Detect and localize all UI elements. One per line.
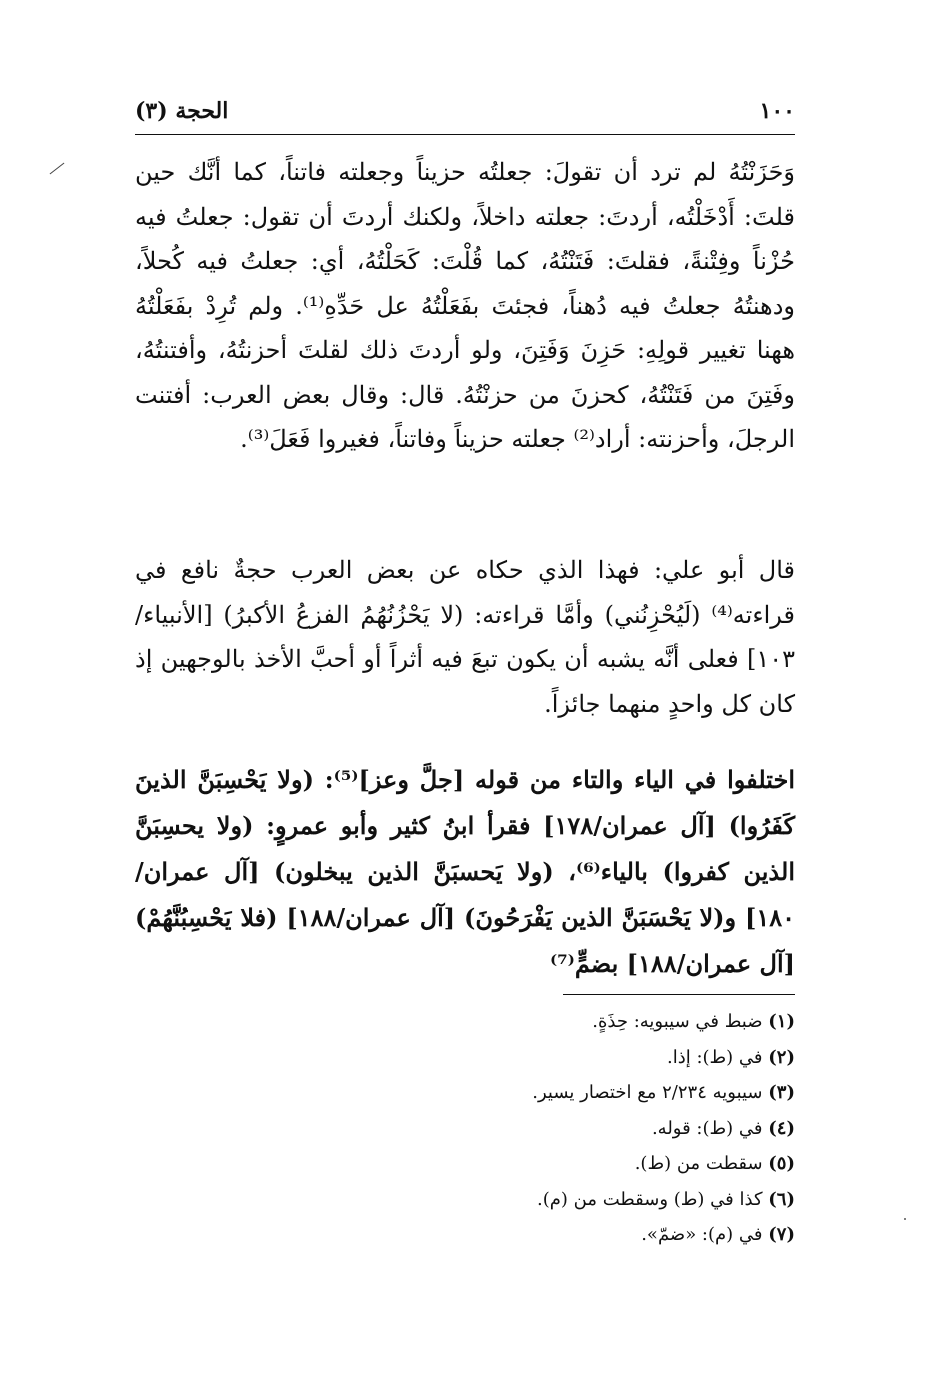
footnote-text: سقطت من (ط). bbox=[634, 1153, 763, 1174]
footnote-number: (٦) bbox=[768, 1188, 795, 1210]
running-title: الحجة (٣) bbox=[135, 98, 229, 124]
footnote-text: في (م): «ضمّ». bbox=[641, 1224, 763, 1245]
margin-mark bbox=[50, 163, 65, 175]
paragraph-3 bbox=[135, 757, 795, 987]
footnote-text: في (ط): إذا. bbox=[666, 1046, 763, 1068]
footnote-number: (٢) bbox=[768, 1046, 795, 1068]
footnotes bbox=[135, 1004, 795, 1253]
paragraph-1 bbox=[135, 150, 795, 462]
page-number: ١٠٠ bbox=[759, 98, 795, 124]
footnote-text: سيبويه ٢/٢٣٤ مع اختصار يسير. bbox=[532, 1082, 763, 1103]
footnote-text: ضبط في سيبويه: حِذَةٍ. bbox=[592, 1011, 763, 1032]
footnote bbox=[135, 1040, 795, 1076]
footnote-number: (٧) bbox=[768, 1224, 795, 1245]
footnote-separator bbox=[563, 994, 795, 995]
stray-dot bbox=[904, 1218, 906, 1220]
page-header bbox=[135, 98, 795, 135]
paragraph-2 bbox=[135, 548, 795, 726]
footnote bbox=[135, 1146, 795, 1182]
footnote-number: (٣) bbox=[768, 1082, 795, 1103]
footnote bbox=[135, 1111, 795, 1147]
footnote-number: (٥) bbox=[768, 1153, 795, 1174]
footnote bbox=[135, 1004, 795, 1040]
footnote bbox=[135, 1217, 795, 1253]
footnote-number: (٤) bbox=[768, 1117, 795, 1139]
footnote-text: كذا في (ط) وسقطت من (م). bbox=[537, 1188, 763, 1210]
paragraph-text: وَحَزَنْتُهُ لم ترد أن تقولَ: جعلتُه حزيناً وجعلته فاتناً، كما أنَّك حين قلتَ: أَدْخَلْتُه، أردتَ: جعلته داخلاً، ولكنك أردتَ أن تقول: جعلتُ فيه حُزْناً وفِتْنةً، فقلتَ: فَتَنْتُهُ، كما قُلْتَ: كَحَلْتُهُ، أي: جعلتُ فيه كُحلاً، ودهنتُهُ جعلتُ فيه دُهناً، فجئتَ بفَعَلْتُهُ عل حَدِّهِ⁽¹⁾. ولم تُرِدْ بفَعَلْتُهُ ههنا تغيير قولِهِ: حَزِنَ وَفَتِنَ، ولو أردتَ ذلك لقلتَ أحزنتُهُ، وأفتنتُهُ، وفَتِنَ من فَتَنْتُهُ، كحزنَ من حزنْتُهُ. قال: وقال بعض العرب: أفتنت الرجلَ، وأحزنته: أراد⁽²⁾ جعلته حزيناً وفاتناً، فغيروا فَعَلَ⁽³⁾. bbox=[135, 158, 795, 453]
footnote bbox=[135, 1075, 795, 1111]
footnote-number: (١) bbox=[768, 1011, 795, 1032]
footnote-text: في (ط): قوله. bbox=[651, 1117, 763, 1139]
paragraph-text: اختلفوا في الياء والتاء من قوله [جلَّ وعز]⁽⁵⁾: (ولا يَحْسِبَنَّ الذينَ كَفَرُوا) [آل عمران/١٧٨] فقرأ ابنُ كثير وأبو عمروٍ: (ولا يحسِبَنَّ الذين كفروا) بالياء⁽⁶⁾، (ولا يَحسبَنَّ الذين يبخلون) [آل عمران/١٨٠] و(لا يَحْسَبَنَّ الذين يَفْرَحُونَ) [آل عمران/١٨٨] (فلا يَحْسِبُنَّهُمْ) [آل عمران/١٨٨] بضمٍّ⁽⁷⁾ bbox=[135, 765, 796, 978]
paragraph-text: قال أبو علي: فهذا الذي حكاه عن بعض العرب حجةٌ نافع في قراءته⁽⁴⁾ (لَيُحْزِنُني) وأمَّا قراءته: (لا يَحْزُنُهُمُ الفزعُ الأكبرُ) [الأنبياء/١٠٣] فعلى أنَّه يشبه أن يكون تبعَ فيه أثراً أو أحبَّ الأخذ بالوجهين إذ كان كل واحدٍ منهما جائزاً. bbox=[135, 556, 795, 718]
footnote bbox=[135, 1182, 795, 1218]
